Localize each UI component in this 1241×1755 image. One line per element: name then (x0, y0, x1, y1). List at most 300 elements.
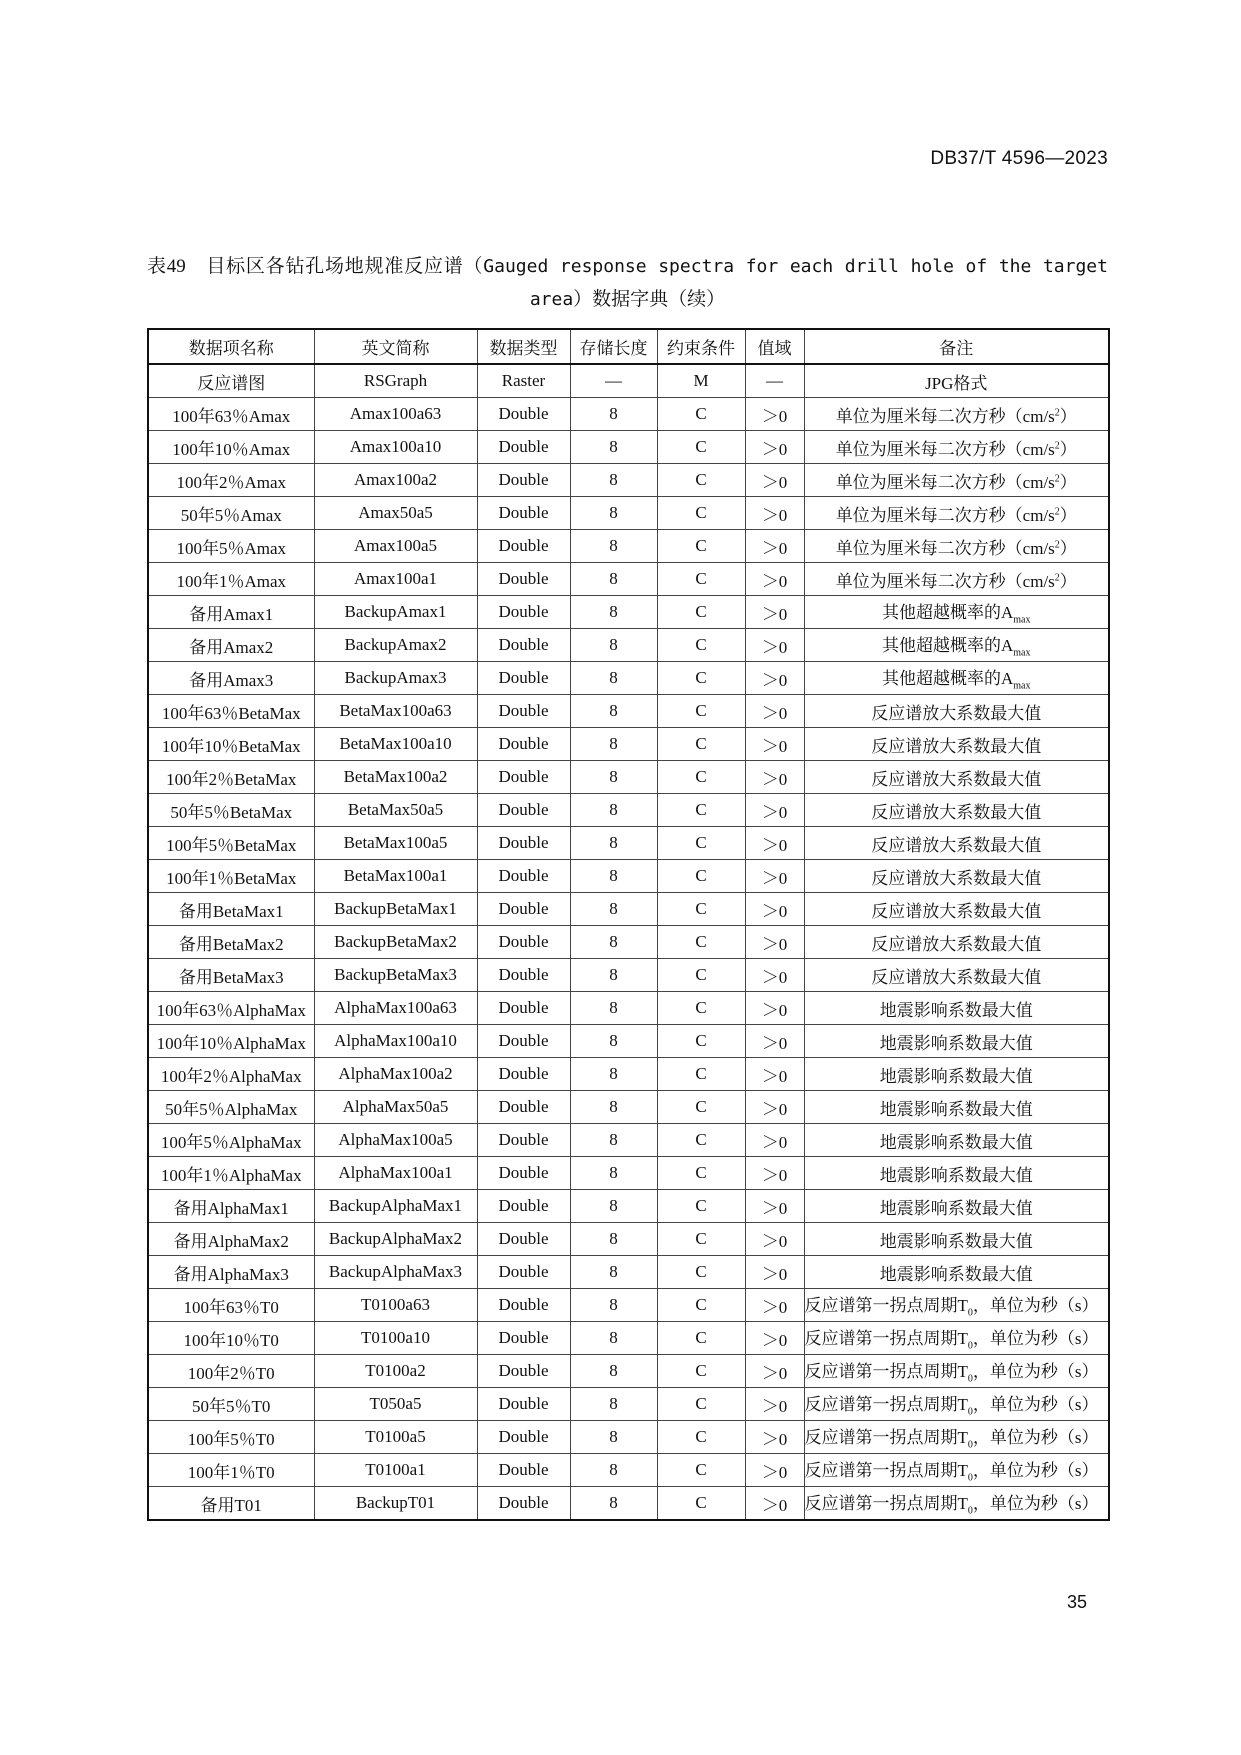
column-header: 英文简称 (314, 329, 477, 364)
data-type-cell: Double (477, 893, 570, 926)
table-row (148, 860, 1109, 893)
data-type-cell: Double (477, 398, 570, 431)
field-name-cell: 100年63％Amax (148, 398, 314, 431)
remark-cell (804, 992, 1109, 1025)
range-cell: ＞0 (745, 662, 804, 695)
remark-suffix: ） (1059, 406, 1077, 426)
remark-cell (804, 860, 1109, 893)
field-name-cell: 100年10％Amax (148, 431, 314, 464)
remark-suffix: ，单位为秒（s） (972, 1494, 1099, 1514)
abbreviation-cell: AlphaMax100a1 (314, 1157, 477, 1190)
length-cell: 8 (570, 1058, 657, 1091)
remark-superscript: 2 (1054, 472, 1060, 484)
range-cell: ＞0 (745, 1322, 804, 1355)
remark-cell (804, 464, 1109, 497)
length-cell: 8 (570, 893, 657, 926)
abbreviation-cell: BackupAmax2 (314, 629, 477, 662)
data-type-cell: Double (477, 1355, 570, 1388)
column-header: 存储长度 (570, 329, 657, 364)
data-type-cell: Double (477, 431, 570, 464)
abbreviation-cell: BackupAlphaMax3 (314, 1256, 477, 1289)
remark-suffix: ） (1059, 439, 1077, 459)
remark-cell (804, 1322, 1109, 1355)
table-row (148, 1256, 1109, 1289)
table-row (148, 992, 1109, 1025)
constraint-cell: C (657, 1025, 745, 1058)
remark-cell (804, 893, 1109, 926)
range-cell: ＞0 (745, 893, 804, 926)
data-type-cell: Double (477, 563, 570, 596)
remark-text: 反应谱第一拐点周期T (804, 1362, 968, 1382)
remark-cell (804, 1421, 1109, 1454)
field-name-cell: 备用Amax1 (148, 596, 314, 629)
range-cell: ＞0 (745, 794, 804, 827)
table-row (148, 959, 1109, 992)
field-name-cell: 备用AlphaMax3 (148, 1256, 314, 1289)
length-cell: 8 (570, 695, 657, 728)
length-cell: 8 (570, 662, 657, 695)
remark-cell (804, 1025, 1109, 1058)
constraint-cell: C (657, 1454, 745, 1487)
remark-cell (804, 827, 1109, 860)
table-row (148, 464, 1109, 497)
table-row (148, 1322, 1109, 1355)
abbreviation-cell: BetaMax100a1 (314, 860, 477, 893)
field-name-cell: 备用BetaMax1 (148, 893, 314, 926)
length-cell: 8 (570, 1454, 657, 1487)
field-name-cell: 50年5％AlphaMax (148, 1091, 314, 1124)
remark-cell (804, 761, 1109, 794)
table-row (148, 1388, 1109, 1421)
document-id: DB37/T 4596—2023 (930, 148, 1108, 169)
length-cell: 8 (570, 1025, 657, 1058)
remark-text: 地震影响系数最大值 (879, 1231, 1033, 1251)
data-type-cell: Double (477, 1388, 570, 1421)
data-type-cell: Double (477, 992, 570, 1025)
length-cell: 8 (570, 1223, 657, 1256)
table-row (148, 530, 1109, 563)
constraint-cell: C (657, 893, 745, 926)
remark-cell (804, 431, 1109, 464)
range-cell: ＞0 (745, 1223, 804, 1256)
table-row (148, 695, 1109, 728)
field-name-cell: 反应谱图 (148, 364, 314, 398)
remark-cell (804, 530, 1109, 563)
range-cell: — (745, 364, 804, 398)
table-title (147, 250, 1108, 316)
abbreviation-cell: AlphaMax100a10 (314, 1025, 477, 1058)
remark-suffix: ，单位为秒（s） (972, 1428, 1099, 1448)
length-cell: 8 (570, 794, 657, 827)
range-cell: ＞0 (745, 464, 804, 497)
range-cell: ＞0 (745, 1025, 804, 1058)
range-cell: ＞0 (745, 992, 804, 1025)
table-row (148, 431, 1109, 464)
constraint-cell: C (657, 959, 745, 992)
abbreviation-cell: T0100a5 (314, 1421, 477, 1454)
abbreviation-cell: BackupBetaMax2 (314, 926, 477, 959)
field-name-cell: 100年5％Amax (148, 530, 314, 563)
remark-suffix: ，单位为秒（s） (972, 1461, 1099, 1481)
remark-suffix: ） (1059, 538, 1077, 558)
range-cell: ＞0 (745, 1256, 804, 1289)
remark-cell (804, 1355, 1109, 1388)
abbreviation-cell: BackupAlphaMax1 (314, 1190, 477, 1223)
abbreviation-cell: BetaMax100a2 (314, 761, 477, 794)
remark-suffix: ） (1059, 571, 1077, 591)
length-cell: 8 (570, 827, 657, 860)
data-type-cell: Double (477, 464, 570, 497)
data-type-cell: Double (477, 1421, 570, 1454)
column-header: 数据类型 (477, 329, 570, 364)
field-name-cell: 50年5％T0 (148, 1388, 314, 1421)
remark-cell (804, 662, 1109, 695)
length-cell: 8 (570, 1355, 657, 1388)
range-cell: ＞0 (745, 530, 804, 563)
field-name-cell: 100年10％AlphaMax (148, 1025, 314, 1058)
remark-text: 单位为厘米每二次方秒（cm/s (835, 538, 1055, 558)
field-name-cell: 50年5％Amax (148, 497, 314, 530)
length-cell: 8 (570, 1487, 657, 1521)
abbreviation-cell: T0100a63 (314, 1289, 477, 1322)
remark-superscript: 2 (1054, 538, 1060, 550)
constraint-cell: C (657, 1256, 745, 1289)
table-title-line-2 (147, 283, 1108, 316)
field-name-cell: 备用Amax2 (148, 629, 314, 662)
abbreviation-cell: BackupBetaMax1 (314, 893, 477, 926)
remark-cell (804, 1388, 1109, 1421)
data-type-cell: Double (477, 827, 570, 860)
table-row (148, 497, 1109, 530)
data-type-cell: Double (477, 860, 570, 893)
remark-text: 其他超越概率的A (882, 636, 1014, 656)
constraint-cell: C (657, 662, 745, 695)
abbreviation-cell: BackupT01 (314, 1487, 477, 1521)
length-cell: 8 (570, 530, 657, 563)
abbreviation-cell: BetaMax50a5 (314, 794, 477, 827)
constraint-cell: C (657, 464, 745, 497)
remark-text: JPG格式 (925, 373, 988, 393)
length-cell: 8 (570, 1190, 657, 1223)
abbreviation-cell: BackupBetaMax3 (314, 959, 477, 992)
remark-text: 地震影响系数最大值 (879, 1165, 1033, 1185)
abbreviation-cell: Amax100a2 (314, 464, 477, 497)
remark-cell (804, 1190, 1109, 1223)
column-header: 值域 (745, 329, 804, 364)
data-type-cell: Double (477, 728, 570, 761)
field-name-cell: 100年2％Amax (148, 464, 314, 497)
remark-text: 其他超越概率的A (882, 603, 1014, 623)
length-cell: 8 (570, 563, 657, 596)
table-row (148, 1355, 1109, 1388)
constraint-cell: C (657, 794, 745, 827)
remark-cell (804, 398, 1109, 431)
remark-subscript: 0 (967, 1340, 973, 1352)
constraint-cell: C (657, 1190, 745, 1223)
range-cell: ＞0 (745, 1190, 804, 1223)
table-title-line-1 (147, 250, 1108, 283)
constraint-cell: C (657, 1388, 745, 1421)
abbreviation-cell: AlphaMax100a5 (314, 1124, 477, 1157)
range-cell: ＞0 (745, 827, 804, 860)
constraint-cell: C (657, 431, 745, 464)
table-row (148, 827, 1109, 860)
table-row (148, 893, 1109, 926)
remark-text: 反应谱放大系数最大值 (871, 802, 1042, 822)
data-type-cell: Double (477, 1190, 570, 1223)
abbreviation-cell: T050a5 (314, 1388, 477, 1421)
title-prefix: 表49 目标区各钻孔场地规准反应谱（ (147, 256, 484, 277)
abbreviation-cell: BackupAmax1 (314, 596, 477, 629)
field-name-cell: 50年5％BetaMax (148, 794, 314, 827)
abbreviation-cell: BackupAmax3 (314, 662, 477, 695)
data-type-cell: Double (477, 926, 570, 959)
length-cell: 8 (570, 1091, 657, 1124)
abbreviation-cell: T0100a10 (314, 1322, 477, 1355)
abbreviation-cell: BackupAlphaMax2 (314, 1223, 477, 1256)
length-cell: 8 (570, 860, 657, 893)
remark-suffix: ） (1059, 505, 1077, 525)
remark-cell (804, 497, 1109, 530)
range-cell: ＞0 (745, 926, 804, 959)
remark-suffix: ，单位为秒（s） (972, 1329, 1099, 1349)
remark-text: 单位为厘米每二次方秒（cm/s (835, 472, 1055, 492)
data-type-cell: Raster (477, 364, 570, 398)
constraint-cell: C (657, 1289, 745, 1322)
range-cell: ＞0 (745, 1487, 804, 1521)
range-cell: ＞0 (745, 1355, 804, 1388)
range-cell: ＞0 (745, 1124, 804, 1157)
remark-subscript: max (1013, 680, 1031, 692)
remark-text: 地震影响系数最大值 (879, 1132, 1033, 1152)
constraint-cell: C (657, 1421, 745, 1454)
abbreviation-cell: Amax50a5 (314, 497, 477, 530)
length-cell: 8 (570, 1322, 657, 1355)
remark-cell (804, 1487, 1109, 1521)
abbreviation-cell: RSGraph (314, 364, 477, 398)
abbreviation-cell: T0100a2 (314, 1355, 477, 1388)
length-cell: — (570, 364, 657, 398)
data-type-cell: Double (477, 629, 570, 662)
remark-cell (804, 1157, 1109, 1190)
remark-text: 地震影响系数最大值 (879, 1066, 1033, 1086)
remark-text: 反应谱放大系数最大值 (871, 934, 1042, 954)
data-type-cell: Double (477, 1025, 570, 1058)
table-row (148, 596, 1109, 629)
table-header-row (148, 329, 1109, 364)
column-header: 约束条件 (657, 329, 745, 364)
length-cell: 8 (570, 1289, 657, 1322)
remark-cell (804, 1058, 1109, 1091)
remark-cell (804, 926, 1109, 959)
remark-cell (804, 1454, 1109, 1487)
data-type-cell: Double (477, 1091, 570, 1124)
table-row (148, 1190, 1109, 1223)
field-name-cell: 备用AlphaMax2 (148, 1223, 314, 1256)
remark-subscript: 0 (967, 1307, 973, 1319)
length-cell: 8 (570, 497, 657, 530)
constraint-cell: C (657, 926, 745, 959)
remark-text: 反应谱放大系数最大值 (871, 835, 1042, 855)
range-cell: ＞0 (745, 959, 804, 992)
table-row (148, 1157, 1109, 1190)
remark-text: 单位为厘米每二次方秒（cm/s (835, 439, 1055, 459)
length-cell: 8 (570, 992, 657, 1025)
data-type-cell: Double (477, 1157, 570, 1190)
field-name-cell: 100年63％AlphaMax (148, 992, 314, 1025)
table-row (148, 662, 1109, 695)
abbreviation-cell: T0100a1 (314, 1454, 477, 1487)
constraint-cell: C (657, 1091, 745, 1124)
field-name-cell: 100年1％Amax (148, 563, 314, 596)
range-cell: ＞0 (745, 497, 804, 530)
field-name-cell: 100年63％T0 (148, 1289, 314, 1322)
remark-text: 单位为厘米每二次方秒（cm/s (835, 571, 1055, 591)
field-name-cell: 备用BetaMax2 (148, 926, 314, 959)
table-row (148, 794, 1109, 827)
field-name-cell: 备用Amax3 (148, 662, 314, 695)
remark-text: 反应谱第一拐点周期T (804, 1428, 968, 1448)
page-number: 35 (1067, 1592, 1088, 1612)
field-name-cell: 100年10％T0 (148, 1322, 314, 1355)
remark-text: 反应谱第一拐点周期T (804, 1494, 968, 1514)
remark-text: 地震影响系数最大值 (879, 1099, 1033, 1119)
table-row (148, 1487, 1109, 1521)
table-row (148, 926, 1109, 959)
remark-text: 反应谱放大系数最大值 (871, 868, 1042, 888)
abbreviation-cell: BetaMax100a63 (314, 695, 477, 728)
range-cell: ＞0 (745, 563, 804, 596)
data-dictionary-table (147, 328, 1110, 1521)
range-cell: ＞0 (745, 1091, 804, 1124)
length-cell: 8 (570, 629, 657, 662)
field-name-cell: 100年10％BetaMax (148, 728, 314, 761)
data-type-cell: Double (477, 1124, 570, 1157)
remark-subscript: 0 (967, 1373, 973, 1385)
data-type-cell: Double (477, 1487, 570, 1521)
length-cell: 8 (570, 1124, 657, 1157)
length-cell: 8 (570, 398, 657, 431)
remark-text: 反应谱第一拐点周期T (804, 1395, 968, 1415)
remark-suffix: ） (1059, 472, 1077, 492)
field-name-cell: 100年5％AlphaMax (148, 1124, 314, 1157)
table-row (148, 728, 1109, 761)
remark-text: 地震影响系数最大值 (879, 1264, 1033, 1284)
range-cell: ＞0 (745, 761, 804, 794)
range-cell: ＞0 (745, 629, 804, 662)
length-cell: 8 (570, 596, 657, 629)
constraint-cell: C (657, 398, 745, 431)
remark-text: 单位为厘米每二次方秒（cm/s (835, 406, 1055, 426)
field-name-cell: 100年2％T0 (148, 1355, 314, 1388)
constraint-cell: C (657, 596, 745, 629)
remark-cell (804, 695, 1109, 728)
table-row (148, 761, 1109, 794)
field-name-cell: 备用BetaMax3 (148, 959, 314, 992)
remark-text: 反应谱放大系数最大值 (871, 901, 1042, 921)
constraint-cell: C (657, 1487, 745, 1521)
field-name-cell: 100年2％AlphaMax (148, 1058, 314, 1091)
constraint-cell: C (657, 530, 745, 563)
table-row (148, 563, 1109, 596)
field-name-cell: 100年1％AlphaMax (148, 1157, 314, 1190)
remark-text: 地震影响系数最大值 (879, 1033, 1033, 1053)
table-row (148, 1091, 1109, 1124)
length-cell: 8 (570, 1388, 657, 1421)
table-row (148, 1421, 1109, 1454)
constraint-cell: C (657, 695, 745, 728)
range-cell: ＞0 (745, 596, 804, 629)
data-type-cell: Double (477, 794, 570, 827)
constraint-cell: C (657, 563, 745, 596)
data-type-cell: Double (477, 959, 570, 992)
field-name-cell: 100年1％T0 (148, 1454, 314, 1487)
range-cell: ＞0 (745, 860, 804, 893)
constraint-cell: C (657, 1355, 745, 1388)
table-row (148, 398, 1109, 431)
table-row (148, 1058, 1109, 1091)
remark-superscript: 2 (1054, 406, 1060, 418)
title-english-1: Gauged response spectra for each drill hole of the target (483, 256, 1108, 277)
remark-cell (804, 563, 1109, 596)
field-name-cell: 100年1％BetaMax (148, 860, 314, 893)
table-row (148, 1124, 1109, 1157)
remark-cell (804, 1289, 1109, 1322)
remark-subscript: max (1013, 614, 1031, 626)
field-name-cell: 备用T01 (148, 1487, 314, 1521)
remark-subscript: 0 (967, 1505, 973, 1517)
field-name-cell: 100年5％BetaMax (148, 827, 314, 860)
constraint-cell: C (657, 827, 745, 860)
data-type-cell: Double (477, 1454, 570, 1487)
constraint-cell: C (657, 1223, 745, 1256)
constraint-cell: C (657, 860, 745, 893)
remark-subscript: 0 (967, 1439, 973, 1451)
constraint-cell: C (657, 629, 745, 662)
table-row (148, 1223, 1109, 1256)
table-row (148, 364, 1109, 398)
remark-cell (804, 728, 1109, 761)
length-cell: 8 (570, 1157, 657, 1190)
range-cell: ＞0 (745, 1157, 804, 1190)
abbreviation-cell: AlphaMax50a5 (314, 1091, 477, 1124)
table-row (148, 629, 1109, 662)
remark-text: 反应谱第一拐点周期T (804, 1461, 968, 1481)
remark-text: 其他超越概率的A (882, 669, 1014, 689)
length-cell: 8 (570, 926, 657, 959)
data-type-cell: Double (477, 662, 570, 695)
data-type-cell: Double (477, 596, 570, 629)
range-cell: ＞0 (745, 695, 804, 728)
data-type-cell: Double (477, 1058, 570, 1091)
remark-text: 地震影响系数最大值 (879, 1198, 1033, 1218)
title-suffix: ）数据字典（续） (573, 289, 726, 310)
abbreviation-cell: Amax100a5 (314, 530, 477, 563)
remark-suffix: ，单位为秒（s） (972, 1395, 1099, 1415)
range-cell: ＞0 (745, 1289, 804, 1322)
length-cell: 8 (570, 761, 657, 794)
remark-text: 地震影响系数最大值 (879, 1000, 1033, 1020)
remark-cell (804, 1223, 1109, 1256)
remark-cell (804, 1124, 1109, 1157)
data-type-cell: Double (477, 530, 570, 563)
table-row (148, 1454, 1109, 1487)
field-name-cell: 100年2％BetaMax (148, 761, 314, 794)
remark-cell (804, 959, 1109, 992)
abbreviation-cell: BetaMax100a10 (314, 728, 477, 761)
data-type-cell: Double (477, 1223, 570, 1256)
length-cell: 8 (570, 431, 657, 464)
